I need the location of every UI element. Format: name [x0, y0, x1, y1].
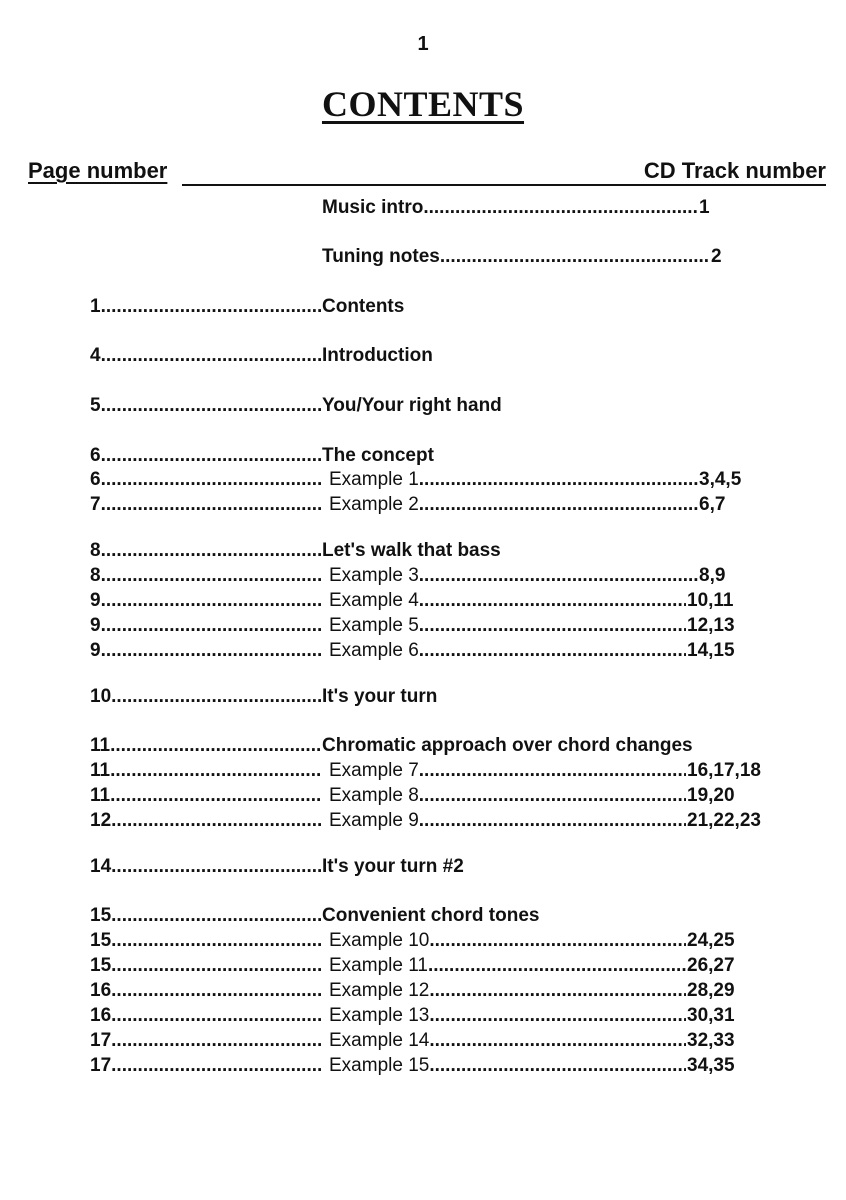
toc-row: [0, 686, 846, 708]
header-rule: [182, 184, 826, 186]
toc-entry-title: Chromatic approach over chord changes: [322, 735, 693, 756]
toc-page-number: 10 .....: [90, 686, 322, 708]
toc-page-number: 14 .....: [90, 856, 322, 878]
toc-row: [0, 469, 846, 491]
toc-page-number: 11 .....: [90, 760, 322, 782]
toc-track-number: 28,29: [687, 980, 735, 1001]
toc-row: [0, 565, 846, 587]
toc-page-number: 16 .....: [90, 980, 322, 1002]
toc-track-number: 32,33: [687, 1030, 735, 1051]
toc-row: [0, 785, 846, 807]
toc-page-number: 17 .....: [90, 1030, 322, 1052]
toc-entry-title: Example 8 .....: [329, 785, 686, 807]
toc-entry-title: Example 5 .....: [329, 615, 686, 637]
toc-page-number: 15 .....: [90, 930, 322, 952]
toc-page-number: 9 .....: [90, 590, 322, 612]
toc-row: [0, 810, 846, 832]
toc-row: [0, 494, 846, 516]
toc-entry-title: It's your turn #2: [322, 856, 464, 877]
toc-entry-title: It's your turn: [322, 686, 438, 707]
toc-page-number: 9 .....: [90, 640, 322, 662]
toc-page-number: 12 .....: [90, 810, 322, 832]
toc-track-number: 3,4,5: [699, 469, 742, 490]
column-header-page: Page number: [28, 158, 168, 183]
toc-row: [0, 955, 846, 977]
intro-title: Music intro .....: [322, 197, 698, 219]
toc-row: [0, 856, 846, 878]
toc-row: [0, 615, 846, 637]
toc-row: [0, 760, 846, 782]
intro-track: 2: [711, 246, 722, 267]
toc-page-number: 7 .....: [90, 494, 322, 516]
toc-row: [0, 590, 846, 612]
toc-row: [0, 445, 846, 467]
toc-page-number: 6 .....: [90, 445, 322, 467]
toc-entry-title: Contents: [322, 296, 405, 317]
toc-page-number: 8 .....: [90, 540, 322, 562]
toc-track-number: 10,11: [687, 590, 734, 611]
toc-entry-title: Example 12 .....: [329, 980, 686, 1002]
toc-entry-title: Example 2 .....: [329, 494, 698, 516]
toc-track-number: 8,9: [699, 565, 726, 586]
toc-row: [0, 930, 846, 952]
toc-page-number: 4 .....: [90, 345, 322, 367]
intro-row: [0, 246, 846, 268]
toc-track-number: 12,13: [687, 615, 735, 636]
toc-row: [0, 1005, 846, 1027]
toc-entry-title: Example 4 .....: [329, 590, 686, 612]
toc-page-number: 15 .....: [90, 955, 322, 977]
toc-entry-title: Example 14 .....: [329, 1030, 686, 1052]
toc-page-number: 16 .....: [90, 1005, 322, 1027]
toc-page-number: 5 .....: [90, 395, 322, 417]
toc-page-number: 17 .....: [90, 1055, 322, 1077]
toc-track-number: 24,25: [687, 930, 735, 951]
toc-entry-title: Example 9 .....: [329, 810, 686, 832]
column-header-track: CD Track number: [643, 158, 826, 183]
page-title-text: CONTENTS: [321, 84, 525, 124]
toc-row: [0, 905, 846, 927]
toc-track-number: 26,27: [687, 955, 735, 976]
toc-entry-title: Let's walk that bass: [322, 540, 501, 561]
intro-row: [0, 197, 846, 219]
toc-entry-title: The concept: [322, 445, 434, 466]
toc-row: [0, 540, 846, 562]
toc-page-number: 9 .....: [90, 615, 322, 637]
toc-row: [0, 735, 846, 757]
toc-page-number: 8 .....: [90, 565, 322, 587]
toc-track-number: 30,31: [687, 1005, 735, 1026]
intro-title: Tuning notes .....: [322, 246, 710, 268]
toc-row: [0, 980, 846, 1002]
toc-entry-title: You/Your right hand: [322, 395, 502, 416]
toc-track-number: 14,15: [687, 640, 735, 661]
toc-entry-title: Example 1 .....: [329, 469, 698, 491]
toc-entry-title: Example 6 .....: [329, 640, 686, 662]
toc-entry-title: Convenient chord tones: [322, 905, 540, 926]
toc-row: [0, 345, 846, 367]
toc-track-number: 16,17,18: [687, 760, 761, 781]
toc-page-number: 11 .....: [90, 735, 322, 757]
toc-entry-title: Example 10 .....: [329, 930, 686, 952]
intro-track: 1: [699, 197, 710, 218]
toc-track-number: 34,35: [687, 1055, 735, 1076]
toc-row: [0, 1030, 846, 1052]
toc-row: [0, 1055, 846, 1077]
page-title: [0, 83, 846, 125]
toc-entry-title: Example 15 .....: [329, 1055, 686, 1077]
page-number: 1: [417, 33, 429, 55]
toc-entry-title: Example 11 .....: [329, 955, 686, 977]
toc-track-number: 6,7: [699, 494, 726, 515]
toc-entry-title: Introduction: [322, 345, 433, 366]
toc-page-number: 11 .....: [90, 785, 322, 807]
toc-entry-title: Example 7 .....: [329, 760, 686, 782]
toc-row: [0, 640, 846, 662]
toc-track-number: 21,22,23: [687, 810, 761, 831]
toc-track-number: 19,20: [687, 785, 735, 806]
toc-entry-title: Example 13 .....: [329, 1005, 686, 1027]
toc-page-number: 6 .....: [90, 469, 322, 491]
toc-page-number: 1 .....: [90, 296, 322, 318]
toc-row: [0, 296, 846, 318]
toc-entry-title: Example 3 .....: [329, 565, 698, 587]
toc-row: [0, 395, 846, 417]
toc-page-number: 15 .....: [90, 905, 322, 927]
